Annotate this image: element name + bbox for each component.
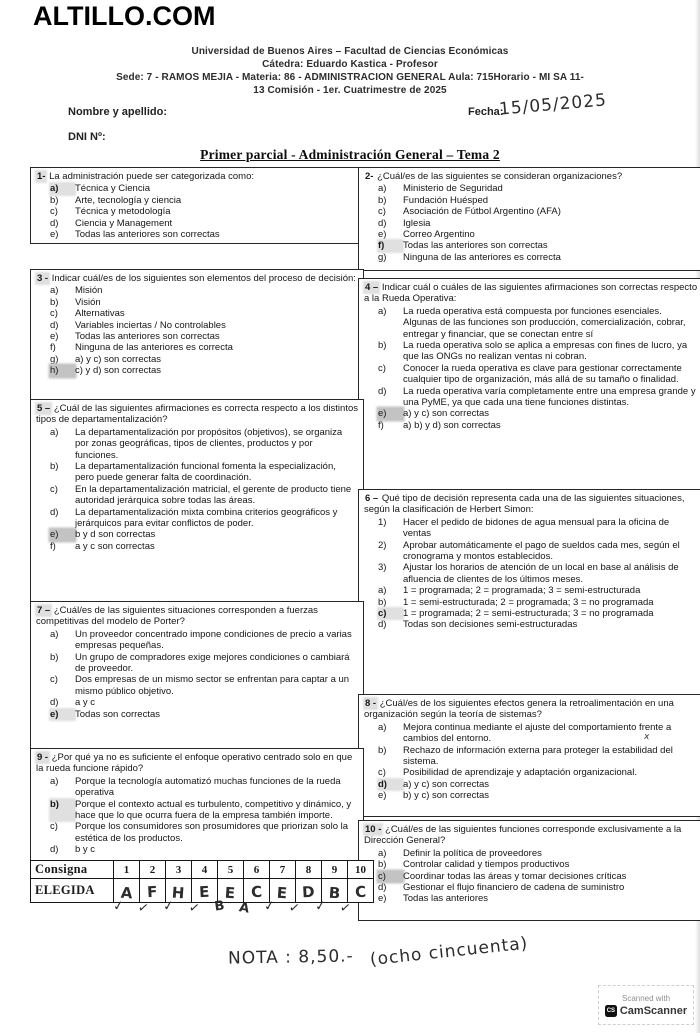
option: [364, 608, 700, 619]
header-sede-line: Sede: 7 - RAMOS MEJIA - Materia: 86 - ADMINISTRACION GENERAL Aula: 715Horario - MI SA 11-: [116, 72, 584, 83]
option-text: La rueda operativa solo se aplica a empresas con fines de lucro, ya que las ONGs no realizan ventas ni cobran.: [403, 339, 688, 363]
option: [364, 745, 700, 768]
option: [364, 517, 700, 540]
option-letter: g): [50, 353, 59, 365]
grading-mark: ✓: [263, 898, 277, 915]
question-8: [358, 694, 700, 817]
option-text: Arte, tecnología y ciencia: [75, 194, 182, 206]
option-letter: b): [50, 651, 59, 663]
question-number: 5 –: [37, 403, 51, 414]
option-text: Mejora continua mediante el ajuste del comportamiento frente a cambios del entorno.: [403, 721, 672, 745]
option-text: Un proveedor concentrado impone condiciones de precio a varias empresas pequeñas.: [75, 628, 352, 652]
option: [364, 240, 700, 251]
option-text: Visión: [75, 296, 101, 308]
question-number-cell: 6: [244, 861, 270, 879]
question-text: 8 - ¿Cuál/es de los siguientes efectos genera la retroalimentación en una organización según la teoría de sistemas?: [364, 698, 674, 721]
option-letter: b): [378, 339, 387, 351]
question-number-cell: 9: [322, 861, 348, 879]
question-number-cell: 5: [218, 861, 244, 879]
option-letter: e): [378, 790, 387, 802]
grading-mark: A: [237, 900, 251, 917]
option-text: Definir la política de proveedores: [403, 847, 542, 859]
option: [364, 871, 700, 882]
question-number-cell: 3: [166, 861, 192, 879]
handwritten-answer: E: [198, 882, 211, 901]
option-letter: c): [378, 362, 386, 374]
question-number: 9 -: [37, 752, 49, 763]
option-letter: d): [378, 881, 387, 893]
option-letter: c): [50, 674, 58, 686]
question-2: [358, 167, 700, 271]
option-letter: a): [378, 183, 387, 195]
option-letter: d): [50, 319, 59, 331]
option-letter: f): [50, 540, 56, 552]
option-text: a) y c) son correctas: [403, 408, 490, 420]
question-text: 10 - ¿Cuál/es de las siguientes funciones corresponde exclusivamente a la Dirección General?: [364, 824, 682, 847]
option: [364, 229, 700, 240]
handwritten-date: 15/05/2025: [498, 90, 608, 120]
option: [36, 218, 358, 229]
option-letter: a): [378, 305, 387, 317]
option-text: Técnica y Ciencia: [75, 183, 150, 195]
name-field-label: Nombre y apellido:: [68, 106, 168, 118]
option: [36, 285, 358, 296]
option-letter: b): [378, 596, 387, 608]
option-text: 1 = programada; 2 = semi-estructurada; 3 = no programada: [403, 607, 654, 619]
option-letter: b): [378, 859, 387, 871]
option: [364, 306, 700, 340]
option-text: Coordinar todas las áreas y tomar decisiones críticas: [403, 870, 627, 882]
option-text: Ninguna de las anteriores es correcta: [403, 251, 561, 263]
option: [36, 652, 358, 675]
grading-marks-row: [106, 898, 358, 917]
option-letter: c): [50, 308, 58, 320]
grade-value: NOTA : 8,50.-: [227, 946, 354, 969]
question-number-cell: 10: [348, 861, 374, 879]
option-text: Un grupo de compradores exige mejores condiciones o cambiará de proveedor.: [75, 651, 350, 674]
option-text: a y c: [75, 697, 96, 709]
option-letter: c): [378, 767, 386, 779]
option: [364, 363, 700, 386]
option-letter: f): [50, 342, 56, 354]
grading-mark: ✓: [287, 900, 302, 917]
question-number: 2-: [365, 171, 374, 182]
option-text: Ciencia y Management: [75, 217, 173, 229]
option-letter: d): [50, 217, 59, 229]
option-text: Alternativas: [75, 308, 125, 320]
grading-mark: ✓: [313, 898, 327, 915]
option: [36, 427, 358, 461]
option-text: Ministerio de Seguridad: [403, 183, 503, 195]
handwritten-answer: F: [146, 882, 159, 901]
option: [364, 597, 700, 608]
option-letter: d): [378, 779, 403, 790]
question-number: 4 –: [365, 282, 379, 293]
option-letter: e): [50, 330, 59, 342]
option-text: 1 = programada; 2 = programada; 3 = semi-estructurada: [403, 585, 641, 597]
option-text: Rechazo de información externa para proteger la estabilidad del sistema.: [403, 744, 673, 767]
question-text: 9 - ¿Por qué ya no es suficiente el enfoque operativo centrado solo en que la rueda funcione rápido?: [36, 752, 353, 775]
option: [364, 206, 700, 217]
option-text: Porque la tecnología automatizó muchas funciones de la rueda operativa: [75, 775, 341, 799]
option-letter: a): [378, 721, 387, 733]
option-letter: d): [378, 217, 387, 229]
option-letter: c): [378, 608, 403, 619]
option-letter: c): [50, 483, 58, 495]
option-text: a) b) y d) son correctas: [403, 419, 501, 431]
option: [36, 507, 358, 530]
handwritten-answer: E: [224, 883, 237, 902]
option: [36, 195, 358, 206]
option-text: b y c: [75, 844, 96, 856]
option: [364, 386, 700, 409]
option-letter: b): [50, 460, 59, 472]
table-row-consigna: [31, 861, 374, 879]
option-text: Todas las anteriores son correctas: [403, 240, 548, 252]
option-text: Posibilidad de aprendizaje y adaptación organizacional.: [403, 767, 637, 779]
option-text: La rueda operativa está compuesta por funciones esenciales. Algunas de las funciones son producción, comercialización, cobrar, entregar y financiar, que se conectan entre sí: [403, 305, 686, 340]
option-text: Gestionar el flujo financiero de cadena de suministro: [403, 881, 625, 893]
option-letter: a): [50, 628, 59, 640]
option: [36, 776, 358, 799]
option: [364, 218, 700, 229]
option-text: Misión: [75, 285, 103, 297]
option: [364, 540, 700, 563]
option: [364, 882, 700, 893]
option-letter: d): [378, 385, 387, 397]
option: [364, 893, 700, 904]
option-text: 1 = semi-estructurada; 2 = programada; 3 = no programada: [403, 596, 654, 608]
question-text: 6 – Qué tipo de decisión representa cada una de las siguientes situaciones, según la clasificación de Herbert Simon:: [364, 493, 685, 516]
option-letter: 1): [378, 516, 387, 528]
header-university-line: Universidad de Buenos Aires – Facultad de Ciencias Económicas: [191, 46, 509, 57]
option: [364, 767, 700, 778]
camscanner-icon: CS: [605, 1005, 617, 1017]
option-letter: f): [378, 240, 403, 251]
question-number: 1-: [37, 171, 46, 182]
option: [364, 779, 700, 790]
grading-mark: ✓: [162, 898, 176, 915]
option-text: b y d son correctas: [75, 529, 156, 541]
option: [36, 229, 358, 240]
option: [364, 183, 700, 194]
option-letter: b): [378, 194, 387, 206]
question-text: 5 – ¿Cuál de las siguientes afirmaciones es correcta respecto a los distintos tipos de departamentalización?: [36, 403, 359, 426]
option: [36, 629, 358, 652]
question-number: 10 -: [365, 824, 382, 835]
option-letter: a): [50, 183, 75, 194]
question-number: 7 –: [37, 605, 51, 616]
option-text: Correo Argentino: [403, 228, 475, 240]
option-letter: c): [378, 206, 386, 218]
option: [36, 541, 358, 552]
option: [36, 697, 358, 708]
question-4: [358, 278, 700, 492]
option: [36, 799, 358, 822]
option-text: Ajustar los horarios de atención de un local en base al análisis de afluencia de clientes de los últimos meses.: [403, 562, 679, 585]
handwritten-answer: H: [171, 883, 186, 902]
option-text: Todas las anteriores son correctas: [75, 228, 220, 240]
option-text: Técnica y metodología: [75, 206, 171, 218]
option-text: Controlar calidad y tiempos productivos: [403, 859, 570, 871]
question-7: [30, 601, 364, 751]
question-number-cell: 8: [296, 861, 322, 879]
dni-field-label: DNI Nº:: [68, 131, 106, 143]
option-letter: e): [50, 709, 75, 720]
option: [36, 709, 358, 720]
question-text: 1- La administración puede ser categorizada como:: [37, 171, 254, 182]
question-6: [358, 489, 700, 697]
option-letter: c): [378, 871, 403, 882]
option: [36, 844, 358, 855]
header-catedra-line: Cátedra: Eduardo Kastica - Profesor: [262, 59, 438, 70]
option-text: c) y d) son correctas: [75, 365, 162, 377]
option-text: Porque los consumidores son prosumidores que priorizan solo la estética de los productos.: [75, 821, 349, 844]
grading-mark: ✓: [187, 900, 201, 917]
option: [36, 308, 358, 319]
option-letter: a): [50, 285, 59, 297]
scanned-with-label: Scanned with: [621, 993, 671, 1003]
question-text: 2- ¿Cuál/es de las siguientes se consideran organizaciones?: [365, 171, 623, 182]
site-watermark: ALTILLO.COM: [33, 1, 216, 31]
option: [36, 484, 358, 507]
option-letter: b): [50, 296, 59, 308]
option-text: Porque el contexto actual es turbulento, competitivo y dinámico, y hace que lo que ocurra fuera de la empresa también importe.: [75, 798, 352, 821]
option-letter: c): [50, 821, 58, 833]
question-text: 4 – Indicar cuál o cuáles de las siguientes afirmaciones son correctas respecto a la Rueda Operativa:: [364, 282, 698, 305]
option-text: La departamentalización funcional fomenta la especialización, pero puede generar falta de coordinación.: [75, 460, 336, 484]
grade-in-words: (ocho cincuenta): [369, 933, 530, 971]
option: [364, 340, 700, 363]
option-text: a y c son correctas: [75, 540, 155, 552]
grading-mark: B: [213, 898, 226, 915]
option: [364, 585, 700, 596]
option-text: a) y c) son correctas: [403, 778, 490, 790]
date-field-label: Fecha:: [468, 106, 504, 118]
handwritten-answer: D: [301, 882, 316, 901]
question-5: [30, 399, 364, 602]
option: [364, 195, 700, 206]
option-letter: e): [378, 228, 387, 240]
question-number: 3 -: [37, 273, 49, 284]
option: [364, 848, 700, 859]
row-label: Consigna: [31, 861, 114, 879]
question-9: [30, 748, 364, 866]
question-3: [30, 269, 364, 402]
option: [364, 859, 700, 870]
option-letter: b): [50, 799, 75, 822]
option-text: a) y c) son correctas: [75, 353, 162, 365]
option-letter: b): [378, 744, 387, 756]
question-number: 6 –: [365, 493, 379, 504]
handwritten-answer: E: [276, 883, 289, 902]
question-number: 8 -: [365, 698, 377, 709]
option-letter: e): [50, 529, 75, 540]
question-text: 7 – ¿Cuál/es de las siguientes situaciones corresponden a fuerzas competitivas del modelo de Porter?: [36, 605, 318, 628]
option: [36, 821, 358, 844]
handwritten-grade-note: [227, 933, 530, 971]
option-text: La departamentalización mixta combina criterios geográficos y jerárquicos para evitar conflictos de poder.: [75, 506, 338, 529]
option-letter: f): [378, 419, 384, 431]
option-text: En la departamentalización matricial, el gerente de producto tiene autoridad jerárquica sobre todas las áreas.: [75, 483, 352, 507]
option-letter: a): [50, 426, 59, 438]
grading-mark: ✓: [112, 898, 126, 915]
question-number-cell: 7: [270, 861, 296, 879]
option-letter: e): [378, 408, 403, 419]
option-text: Todas las anteriores son correctas: [75, 330, 220, 342]
option-text: Hacer el pedido de bidones de agua mensual para la oficina de ventas: [403, 516, 670, 540]
row-label: ELEGIDA: [31, 879, 114, 903]
grading-mark: ✓: [136, 900, 151, 917]
option-text: Iglesia: [403, 217, 431, 229]
question-text: 3 - Indicar cuál/es de los siguientes son elementos del proceso de decisión:: [37, 273, 356, 284]
question-number-cell: 4: [192, 861, 218, 879]
grading-mark: ✓: [338, 900, 352, 917]
camscanner-brand: CamScanner: [619, 1004, 688, 1017]
option-letter: d): [50, 697, 59, 709]
option: [36, 297, 358, 308]
option: [36, 342, 358, 353]
camscanner-badge: [598, 985, 694, 1025]
option: [364, 619, 700, 630]
option: [36, 354, 358, 365]
option-letter: e): [50, 228, 59, 240]
option-text: Todas son correctas: [75, 708, 161, 720]
option: [364, 420, 700, 431]
option-text: Aprobar automáticamente el pago de sueldos cada mes, según el cronograma y montos establecidos.: [403, 539, 680, 562]
option-letter: d): [378, 619, 387, 631]
option-letter: h): [50, 365, 75, 376]
option-text: Ninguna de las anteriores es correcta: [75, 342, 233, 354]
option: [36, 206, 358, 217]
option-letter: c): [50, 206, 58, 218]
option-text: La departamentalización por propósitos (objetivos), se organiza por zonas geográficas, tipos de clientes, productos y por funciones.: [75, 426, 343, 461]
option-letter: 3): [378, 562, 387, 574]
option-text: Asociación de Fútbol Argentino (AFA): [403, 206, 561, 218]
option: [36, 529, 358, 540]
question-number-cell: 2: [140, 861, 166, 879]
option-letter: 2): [378, 539, 387, 551]
option-letter: b): [50, 194, 59, 206]
option-letter: a): [50, 775, 59, 787]
option-letter: a): [378, 847, 387, 859]
option: [36, 461, 358, 484]
option-letter: d): [50, 844, 59, 856]
option: [36, 365, 358, 376]
option-text: Fundación Huésped: [403, 194, 489, 206]
handwritten-answer: A: [119, 883, 133, 902]
option-text: Todas las anteriores: [403, 893, 489, 905]
option-text: Variables inciertas / No controlables: [75, 319, 226, 331]
answer-table: [30, 860, 374, 903]
question-10: [358, 820, 700, 921]
option-text: La rueda operativa varía completamente entre una empresa grande y una PyME, ya que cada una tiene funciones distintas.: [403, 385, 696, 408]
handwritten-x-mark: x: [643, 731, 650, 743]
option-text: Conocer la rueda operativa es clave para gestionar correctamente cualquier tipo de organización, más allá de su tamaño o finalidad.: [403, 362, 682, 386]
option-letter: d): [50, 506, 59, 518]
option: [36, 331, 358, 342]
camscanner-brand-row: [605, 1005, 687, 1017]
option-text: Todas son decisiones semi-estructuradas: [403, 619, 578, 631]
option: [36, 674, 358, 697]
option: [364, 790, 700, 801]
option: [364, 252, 700, 263]
option: [364, 408, 700, 419]
option-letter: g): [378, 251, 387, 263]
exam-title: Primer parcial - Administración General – Tema 2: [200, 147, 500, 162]
option-text: b) y c) son correctas: [403, 790, 490, 802]
option-text: Dos empresas de un mismo sector se enfrentan para captar a un mismo público objetivo.: [75, 674, 350, 697]
header-comision-line: 13 Comisión - 1er. Cuatrimestre de 2025: [253, 85, 447, 96]
option-letter: a): [378, 585, 387, 597]
question-number-cell: 1: [114, 861, 140, 879]
option: [36, 320, 358, 331]
handwritten-answer: C: [250, 882, 263, 901]
option: [364, 562, 700, 585]
handwritten-answer: B: [328, 883, 341, 902]
handwritten-answer: C: [354, 882, 367, 901]
question-1: [30, 167, 364, 244]
option-letter: e): [378, 893, 387, 905]
option: [36, 183, 358, 194]
